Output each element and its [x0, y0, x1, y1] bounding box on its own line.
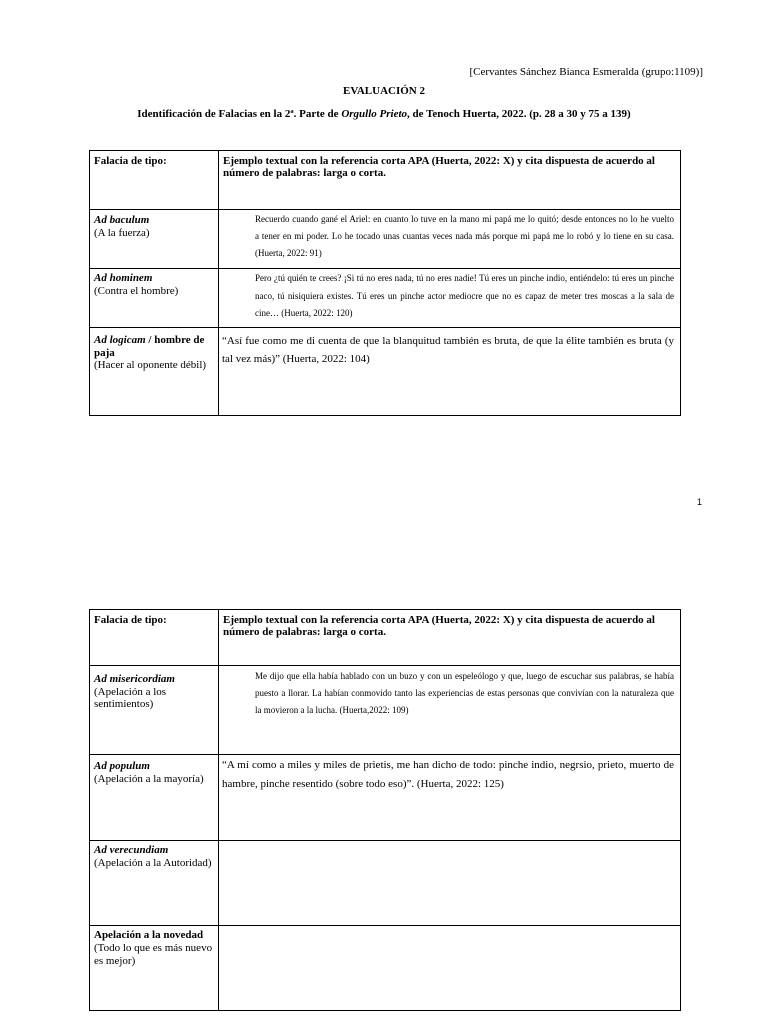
- block-quote: [255, 668, 674, 719]
- author-header: [Cervantes Sánchez Bianca Esmeralda (grupo:1109)]: [469, 66, 703, 78]
- example-cell-empty[interactable]: [219, 841, 680, 925]
- header-example: Ejemplo textual con la referencia corta APA (Huerta, 2022: X) y cita dispuesta de acuerdo al número de palabras: larga o corta.: [223, 155, 655, 179]
- fallacy-description: (Hacer al oponente débil): [94, 359, 207, 371]
- quote-line: (Huerta, 2022: 91): [255, 248, 322, 258]
- header-fallacy-type: Falacia de tipo:: [90, 151, 219, 209]
- page-number: 1: [697, 497, 703, 507]
- inline-quote: [222, 756, 674, 794]
- quote-line: Recuerdo cuando gané el Ariel: en cuanto lo tuve en la mano mi papá me lo quitó; desde entonces no lo he vuelto: [255, 214, 674, 224]
- fallacies-table-page2: [89, 609, 681, 1011]
- table-row: [90, 268, 680, 327]
- fallacy-description: (A la fuerza): [94, 227, 150, 239]
- fallacy-name-latin: Ad logicam: [94, 334, 146, 346]
- block-quote: [255, 270, 674, 323]
- example-cell: [219, 755, 680, 840]
- quote-line: Pero ¿tú quién te crees? ¡Si tú no eres nada, tú no eres nadie! Tú eres un pinche indio, entiéndelo: tú eres un pinche: [255, 273, 674, 283]
- table-row: [90, 925, 680, 1010]
- fallacy-cell: [90, 269, 219, 327]
- fallacy-cell: [90, 666, 219, 754]
- fallacy-name-alias: / hombre de paja: [94, 334, 205, 359]
- fallacy-name: Ad populum: [94, 760, 150, 772]
- quote-line: naco, tú nisiquiera existes. Tú eres un pinche actor mediocre que no es capaz de meter tres moscas a la sala de: [255, 290, 674, 301]
- table-row: [90, 665, 680, 754]
- quote-line: la movieron a la lucha. (Huerta,2022: 109): [255, 705, 409, 715]
- fallacy-name: Apelación a la novedad: [94, 929, 204, 941]
- fallacy-description: (Apelación a la Autoridad): [94, 857, 212, 869]
- fallacy-description: (Todo lo que es más nuevo es mejor): [94, 942, 213, 967]
- header-example: Ejemplo textual con la referencia corta APA (Huerta, 2022: X) y cita dispuesta de acuerdo al número de palabras: larga o corta.: [223, 614, 655, 638]
- quote-line: puesto a llorar. La habían conmovido tanto las experiencias de estas personas que convivían con la naturaleza que: [255, 688, 674, 698]
- quote-line: Me dijo que ella había hablado con un buzo y con un espeleólogo y que, luego de escuchar sus palabras, se había: [255, 671, 674, 681]
- quote-line: hambre, pinche resentido (sobre todo eso)”. (Huerta, 2022: 125): [222, 778, 504, 790]
- fallacy-name: Ad baculum: [94, 214, 150, 226]
- subtitle-prefix: Identificación de Falacias en la 2ª. Parte de: [137, 108, 342, 120]
- example-cell: [219, 269, 680, 327]
- quote-line: a tener en mi poder. Lo he tocado unas cuantas veces nada más porque mi papá me lo robó y lo tiene en su casa.: [255, 231, 674, 241]
- block-quote: [255, 211, 674, 262]
- document-subtitle: [0, 108, 768, 120]
- fallacy-cell: [90, 328, 219, 415]
- fallacy-cell: [90, 755, 219, 840]
- example-cell: [219, 210, 680, 268]
- example-cell-empty[interactable]: [219, 926, 680, 1010]
- quote-line: cine… (Huerta, 2022: 120): [255, 308, 353, 318]
- subtitle-book-title: Orgullo Prieto: [341, 108, 408, 120]
- document-title: EVALUACIÓN 2: [342, 85, 425, 97]
- subtitle-suffix: , de Tenoch Huerta, 2022. (p. 28 a 30 y 75 a 139): [407, 108, 631, 120]
- quote-line: “A mí como a miles y miles de prietis, me han dicho de todo: pinche indio, negrsio, prieto, muerto de: [222, 759, 674, 771]
- table-row: [90, 327, 680, 415]
- fallacies-table-page1: [89, 150, 681, 416]
- inline-quote: [222, 332, 674, 368]
- fallacy-description: (Apelación a la mayoría): [94, 772, 204, 785]
- example-cell: [219, 328, 680, 415]
- fallacy-description: (Contra el hombre): [94, 285, 179, 297]
- example-cell: [219, 666, 680, 754]
- table-row: [90, 840, 680, 925]
- fallacy-name: Ad verecundiam: [94, 844, 169, 856]
- quote-line: tal vez más)” (Huerta, 2022: 104): [222, 353, 370, 365]
- fallacy-cell: [90, 841, 219, 925]
- table-header-row: [90, 610, 680, 665]
- fallacy-cell: [90, 210, 219, 268]
- fallacy-description: (Apelación a los sentimientos): [94, 685, 167, 710]
- header-fallacy-type: Falacia de tipo:: [90, 610, 219, 665]
- fallacy-name: [94, 334, 215, 359]
- quote-line: “Así fue como me di cuenta de que la blanquitud también es bruta, de que la élite también es bruta (y: [222, 335, 674, 347]
- fallacy-cell: [90, 926, 219, 1010]
- fallacy-name: Ad hominem: [94, 272, 153, 284]
- table-row: [90, 209, 680, 268]
- table-row: [90, 754, 680, 840]
- fallacy-name: Ad misericordiam: [94, 673, 175, 685]
- table-header-row: [90, 151, 680, 209]
